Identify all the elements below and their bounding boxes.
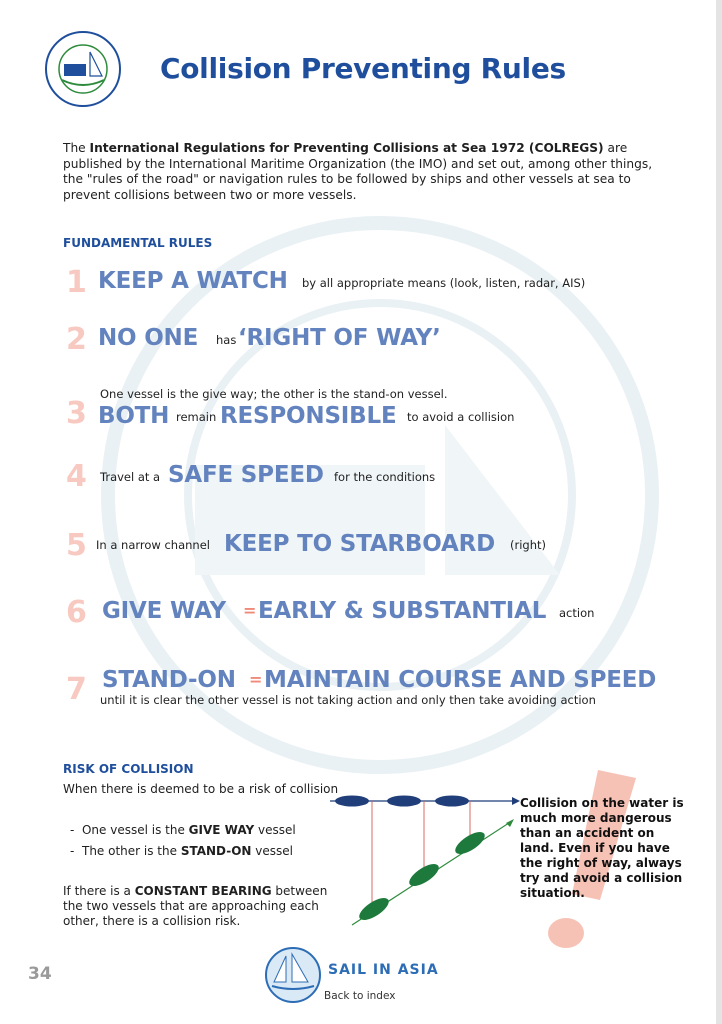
give-way-vessel-icon bbox=[356, 828, 488, 924]
rule-1-detail: by all appropriate means (look, listen, radar, AIS) bbox=[302, 276, 586, 290]
give-way-arrow-icon bbox=[506, 819, 514, 827]
rule-3-preface: One vessel is the give way; the other is the stand-on vessel. bbox=[100, 387, 448, 401]
rule-3-emphasis: RESPONSIBLE bbox=[220, 403, 397, 429]
rule-5-preface: In a narrow channel bbox=[96, 538, 210, 552]
rule-6-detail: action bbox=[559, 606, 595, 620]
sail-in-asia-logo-icon bbox=[264, 946, 322, 1004]
rule-2-emphasis: ‘RIGHT OF WAY’ bbox=[238, 325, 441, 351]
risk-intro: When there is deemed to be a risk of collision bbox=[63, 782, 339, 796]
rule-3-heading: BOTH bbox=[98, 403, 170, 429]
rule-1-heading: KEEP A WATCH bbox=[98, 268, 288, 294]
rule-4-preface: Travel at a bbox=[100, 470, 161, 484]
rule-3-number: 3 bbox=[66, 396, 87, 431]
rule-4-detail: for the conditions bbox=[334, 470, 436, 484]
rule-7-number: 7 bbox=[66, 672, 87, 707]
rule-3-connector: remain bbox=[176, 410, 217, 424]
rule-7-emphasis: MAINTAIN COURSE AND SPEED bbox=[264, 667, 657, 693]
list-item: - The other is the STAND-ON vessel bbox=[70, 844, 293, 858]
rule-7-heading: STAND-ON bbox=[102, 667, 236, 693]
rule-2-heading: NO ONE bbox=[98, 325, 199, 351]
rule-6-equals: = bbox=[243, 601, 257, 620]
intro-paragraph: The International Regulations for Preventing Collisions at Sea 1972 (COLREGS) are published by the International Maritime Organization (the IMO) and set out, among other things, the "rules of the road" or navigation rules to be followed by ships and other vessels at sea to prevent collisions between two or more vessels. bbox=[63, 141, 653, 202]
rule-7-detail: until it is clear the other vessel is not taking action and only then take avoiding action bbox=[100, 693, 596, 707]
page-edge bbox=[716, 0, 722, 1024]
brand-name: SAIL IN ASIA bbox=[328, 962, 439, 978]
colregs-name: International Regulations for Preventing Collisions at Sea 1972 (COLREGS) bbox=[89, 141, 604, 155]
page-number: 34 bbox=[28, 964, 52, 984]
fundamental-rules-heading: FUNDAMENTAL RULES bbox=[63, 236, 213, 250]
rule-7-equals: = bbox=[249, 670, 263, 689]
rule-4-heading: SAFE SPEED bbox=[168, 462, 324, 488]
list-item: - One vessel is the GIVE WAY vessel bbox=[70, 823, 296, 837]
rule-5-heading: KEEP TO STARBOARD bbox=[224, 531, 496, 557]
rule-2-connector: has bbox=[216, 333, 237, 347]
stand-on-arrow-icon bbox=[512, 797, 520, 805]
rule-1-number: 1 bbox=[66, 265, 87, 300]
issa-logo-icon bbox=[44, 30, 122, 108]
page-title: Collision Preventing Rules bbox=[160, 52, 566, 85]
rule-4-number: 4 bbox=[66, 459, 87, 494]
rule-6-emphasis: EARLY & SUBSTANTIAL bbox=[258, 598, 547, 624]
constant-bearing-diagram bbox=[330, 785, 520, 930]
rule-6-heading: GIVE WAY bbox=[102, 598, 226, 624]
rule-2-number: 2 bbox=[66, 322, 87, 357]
rule-5-number: 5 bbox=[66, 528, 87, 563]
stand-on-vessel-icon bbox=[335, 796, 469, 807]
safety-callout: Collision on the water is much more dangerous than an accident on land. Even if you have the right of way, always try and avoid a collision situation. bbox=[520, 796, 684, 900]
constant-bearing-paragraph: If there is a CONSTANT BEARING between the two vessels that are approaching each other, there is a collision risk. bbox=[63, 884, 328, 928]
rule-6-number: 6 bbox=[66, 595, 87, 630]
risk-heading: RISK OF COLLISION bbox=[63, 762, 194, 776]
rule-3-detail: to avoid a collision bbox=[407, 410, 515, 424]
back-to-index-link[interactable]: Back to index bbox=[324, 990, 396, 1002]
rule-5-detail: (right) bbox=[510, 538, 546, 552]
